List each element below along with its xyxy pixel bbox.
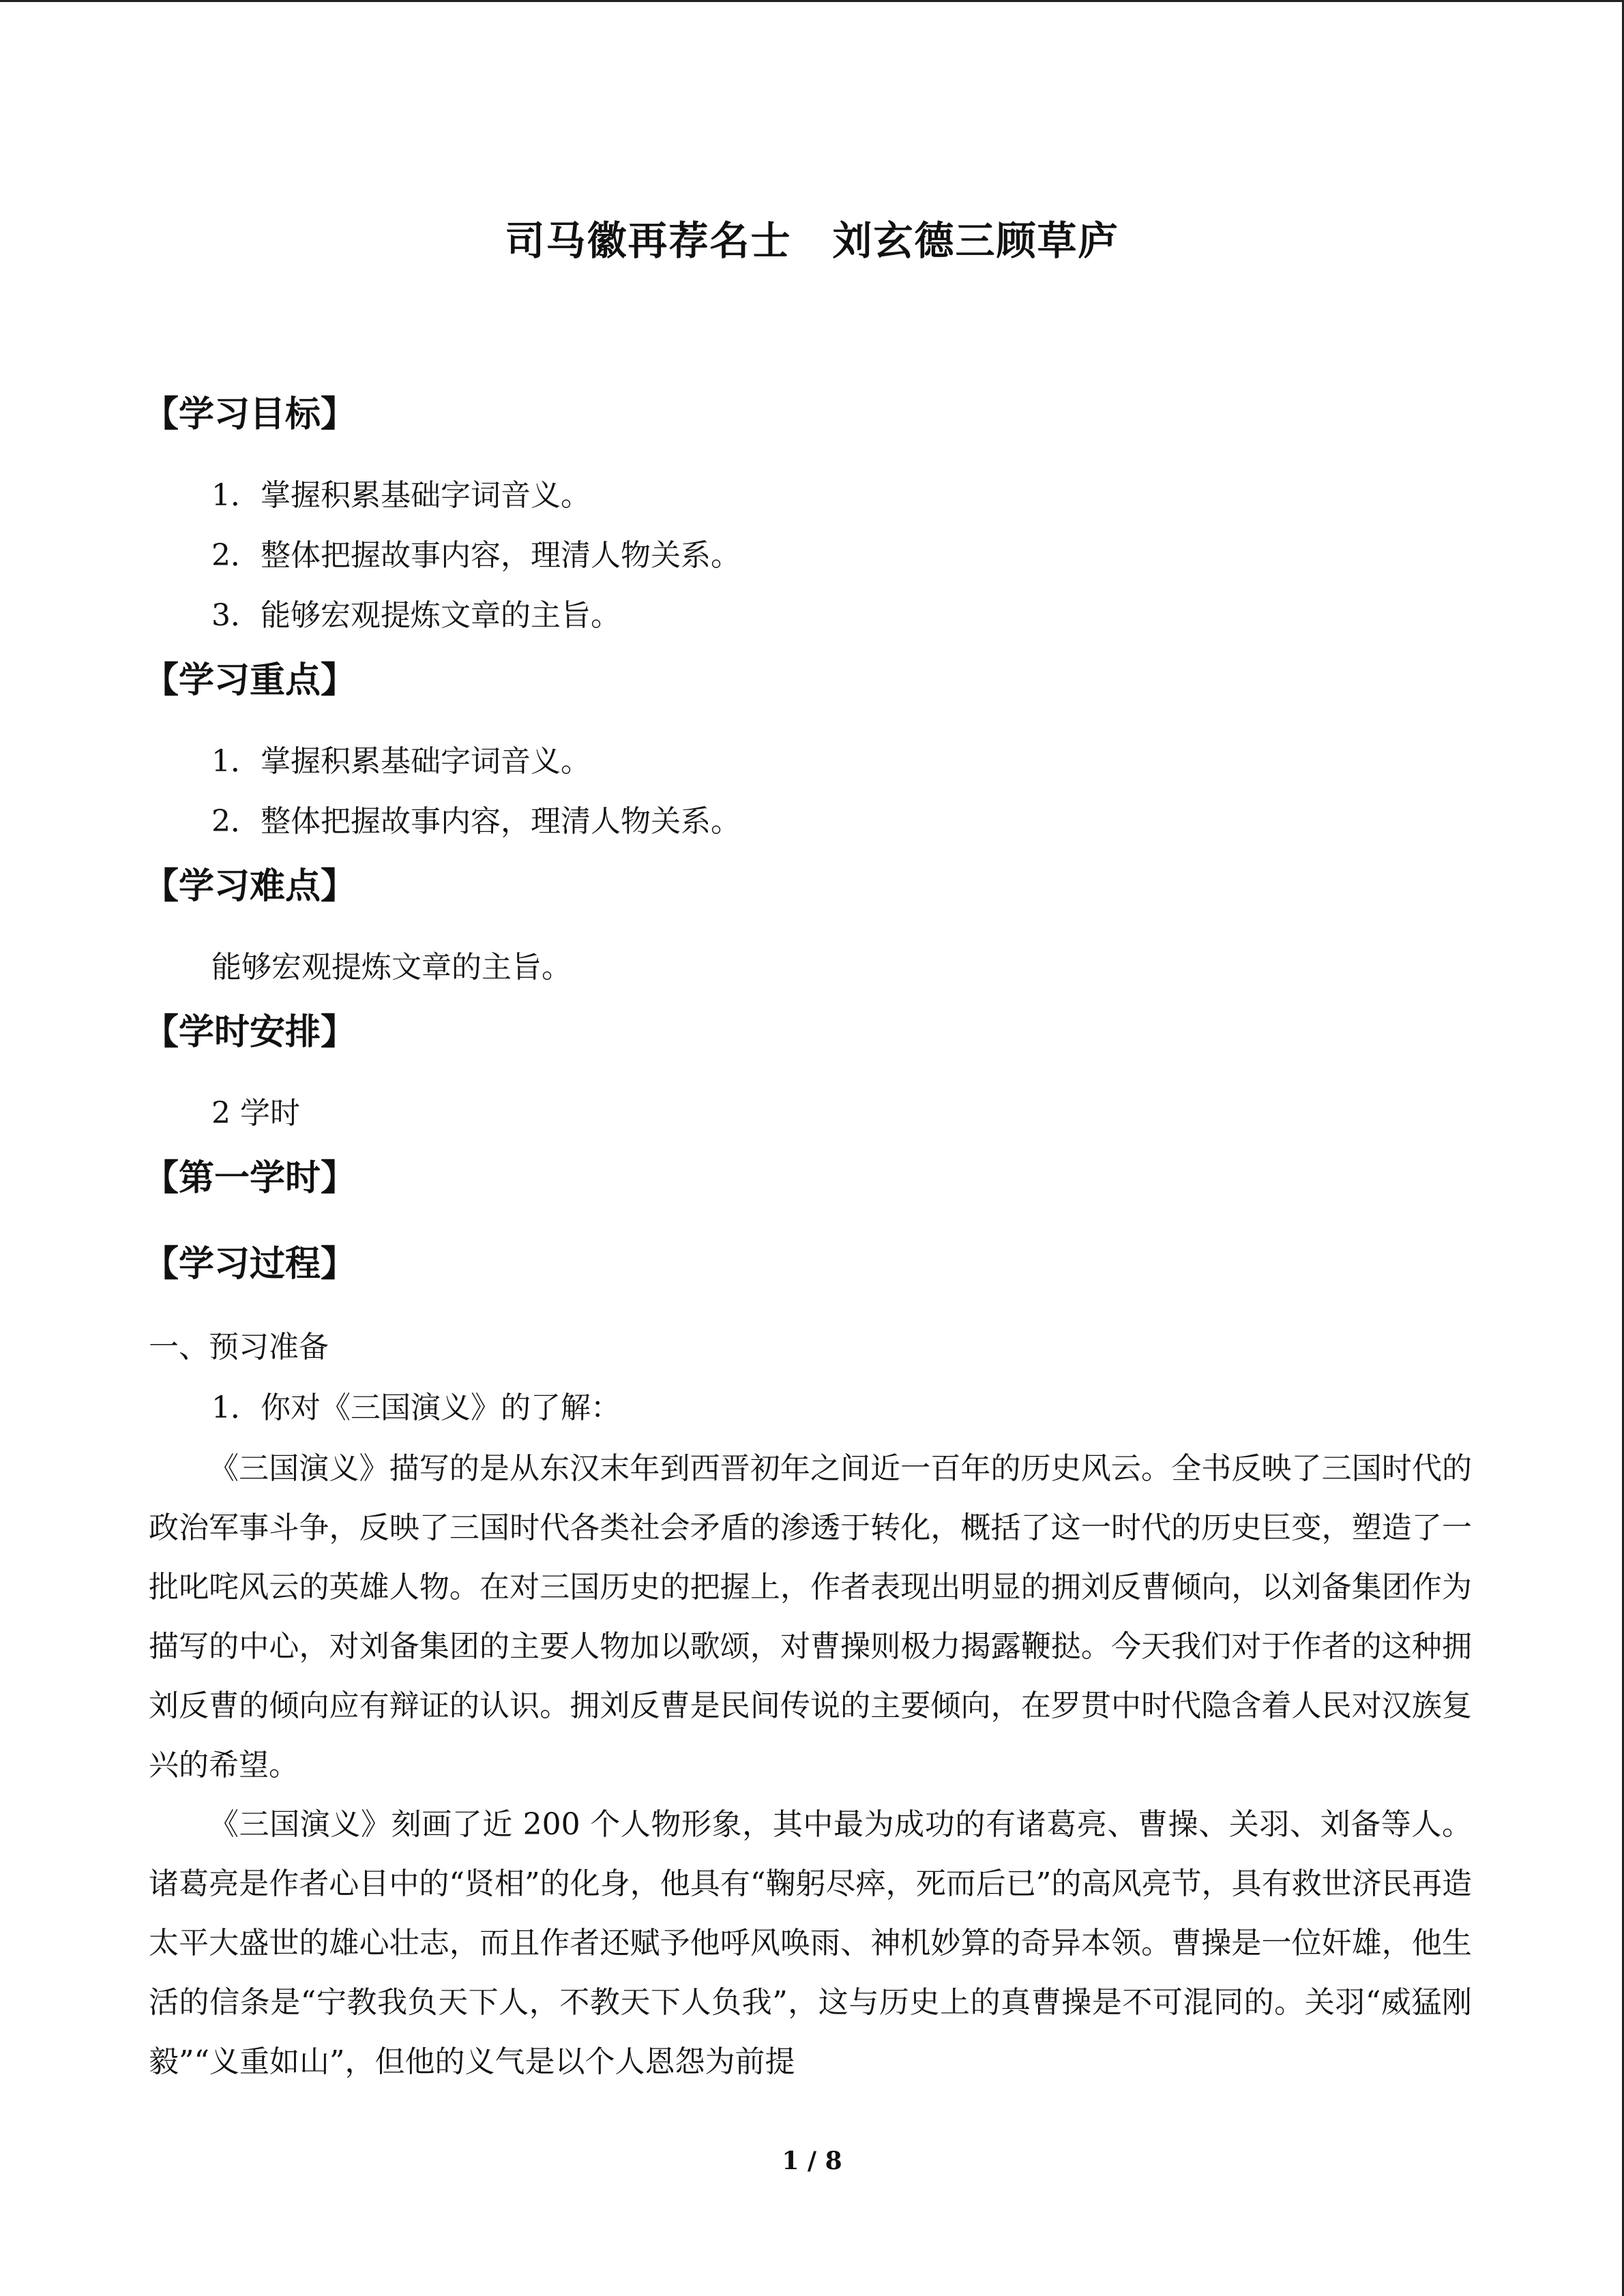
difficulty-heading: 【学习难点】 — [143, 866, 357, 907]
objectives-heading: 【学习目标】 — [143, 394, 357, 435]
objective-item-2: 2．整体把握故事内容，理清人物关系。 — [211, 538, 741, 573]
schedule-heading: 【学时安排】 — [143, 1012, 357, 1053]
body-paragraphs — [149, 1439, 1472, 2091]
paragraph-1: 《三国演义》描写的是从东汉末年到西晋初年之间近一百年的历史风云。全书反映了三国时代的政治军事斗争，反映了三国时代各类社会矛盾的渗透于转化，概括了这一时代的历史巨变，塑造了一批叱咤风云的英雄人物。在对三国历史的把握上，作者表现出明显的拥刘反曹倾向，以刘备集团作为描写的中心，对刘备集团的主要人物加以歌颂，对曹操则极力揭露鞭挞。今天我们对于作者的这种拥刘反曹的倾向应有辩证的认识。拥刘反曹是民间传说的主要倾向，在罗贯中时代隐含着人民对汉族复兴的希望。 — [149, 1451, 1472, 1783]
difficulty-text: 能够宏观提炼文章的主旨。 — [211, 950, 572, 985]
keypoint-item-2: 2．整体把握故事内容，理清人物关系。 — [211, 804, 741, 839]
process-heading: 【学习过程】 — [143, 1244, 357, 1285]
page-number: 1 / 8 — [782, 2147, 842, 2175]
objective-item-1: 1．掌握积累基础字词音义。 — [211, 478, 591, 513]
prep-title: 一、预习准备 — [149, 1330, 329, 1365]
keypoint-item-1: 1．掌握积累基础字词音义。 — [211, 744, 591, 779]
paragraph-2: 《三国演义》刻画了近 200 个人物形象，其中最为成功的有诸葛亮、曹操、关羽、刘备等人。诸葛亮是作者心目中的“贤相”的化身，他具有“鞠躬尽瘁，死而后已”的高风亮节，具有救世济民再造太平大盛世的雄心壮志，而且作者还赋予他呼风唤雨、神机妙算的奇异本领。曹操是一位奸雄，他生活的信条是“宁教我负天下人，不教天下人负我”，这与历史上的真曹操是不可混同的。关羽“威猛刚毅”“义重如山”，但他的义气是以个人恩怨为前提 — [149, 1807, 1472, 2079]
objective-item-3: 3．能够宏观提炼文章的主旨。 — [211, 598, 621, 633]
keypoints-heading: 【学习重点】 — [143, 660, 357, 701]
first-period-heading: 【第一学时】 — [143, 1158, 357, 1199]
schedule-text: 2 学时 — [211, 1096, 300, 1131]
prep-item-1: 1．你对《三国演义》的了解： — [211, 1390, 621, 1425]
page-title: 司马徽再荐名士 刘玄德三顾草庐 — [505, 218, 1119, 264]
